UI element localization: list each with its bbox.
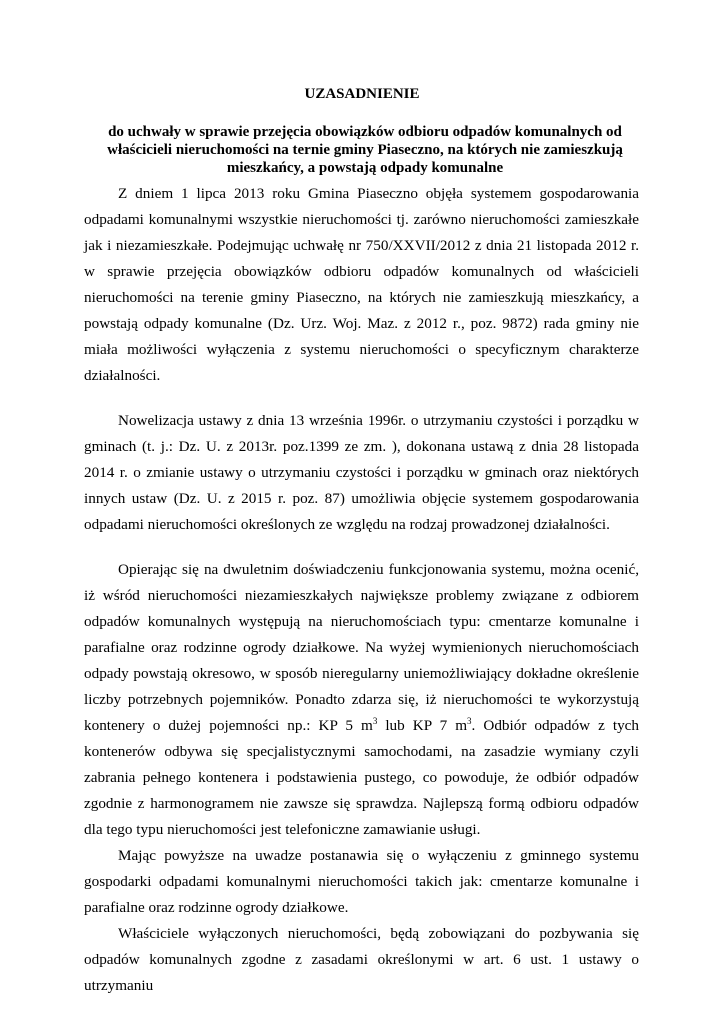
paragraph-3	[84, 557, 639, 843]
document-subtitle: do uchwały w sprawie przejęcia obowiązków odbioru odpadów komunalnych od właścicieli nieruchomości na ternie gminy Piaseczno, na których nie zamieszkują mieszkańcy, a powstają odpady komunalne	[107, 124, 623, 176]
document-title: UZASADNIENIE	[304, 86, 420, 102]
paragraph-1: Z dniem 1 lipca 2013 roku Gmina Piaseczno objęła systemem gospodarowania odpadami komunalnymi wszystkie nieruchomości tj. zarówno nieruchomości zamieszkałe jak i niezamieszkałe. Podejmując uchwałę nr 750/XXVII/2012 z dnia 21 listopada 2012 r. w sprawie przejęcia obowiązków odbioru odpadów komunalnych od właścicieli nieruchomości na terenie gminy Piaseczno, na których nie zamieszkują mieszkańcy, a powstają odpady komunalne (Dz. Urz. Woj. Maz. z 2012 r., poz. 9872) rada gminy nie miała możliwości wyłączenia z systemu nieruchomości o specyficznym charakterze działalności.	[84, 185, 639, 384]
paragraph-4: Mając powyższe na uwadze postanawia się o wyłączeniu z gminnego systemu gospodarki odpadami komunalnymi nieruchomości takich jak: cmentarze komunalne i parafialne oraz rodzinne ogrody działkowe.	[84, 847, 639, 916]
document-body	[84, 181, 639, 999]
superscript-cubic: 3	[467, 716, 472, 726]
superscript-cubic: 3	[372, 716, 378, 726]
paragraph-3-part-1: Opierając się na dwuletnim doświadczeniu funkcjonowania systemu, można ocenić, iż wśród nieruchomości niezamieszkałych największe problemy związane z odbiorem odpadów komunalnych występują na nieruchomościach typu: cmentarze komunalne i parafialne oraz rodzinne ogrody działkowe. Na wyżej wymienionych nieruchomościach odpady powstają okresowo, w sposób nieregularny uniemożliwiający dokładne określenie liczby potrzebnych pojemników. Ponadto zdarza się, iż nieruchomości te wykorzystują kontenery o dużej pojemności np.: KP 5 m	[84, 561, 639, 734]
paragraph-3-part-3: . Odbiór odpadów z tych kontenerów odbywa się specjalistycznymi samochodami, na zasadzie wymiany czyli zabrania pełnego kontenera i podstawienia pustego, co powoduje, że odbiór odpadów zgodnie z harmonogramem nie zawsze się sprawdza. Najlepszą formą odbioru odpadów dla tego typu nieruchomości jest telefoniczne zamawianie usługi.	[84, 717, 639, 838]
paragraph-3-part-2: lub KP 7 m	[377, 717, 468, 734]
paragraph-2: Nowelizacja ustawy z dnia 13 września 1996r. o utrzymaniu czystości i porządku w gminach (t. j.: Dz. U. z 2013r. poz.1399 ze zm. ), dokonana ustawą z dnia 28 listopada 2014 r. o zmianie ustawy o utrzymaniu czystości i porządku w gminach oraz niektórych innych ustaw (Dz. U. z 2015 r. poz. 87) umożliwia objęcie systemem gospodarowania odpadami nieruchomości określonych ze względu na rodzaj prowadzonej działalności.	[84, 412, 639, 533]
paragraph-5: Właściciele wyłączonych nieruchomości, będą zobowiązani do pozbywania się odpadów komunalnych zgodne z zasadami określonymi w art. 6 ust. 1 ustawy o utrzymaniu	[84, 925, 639, 994]
